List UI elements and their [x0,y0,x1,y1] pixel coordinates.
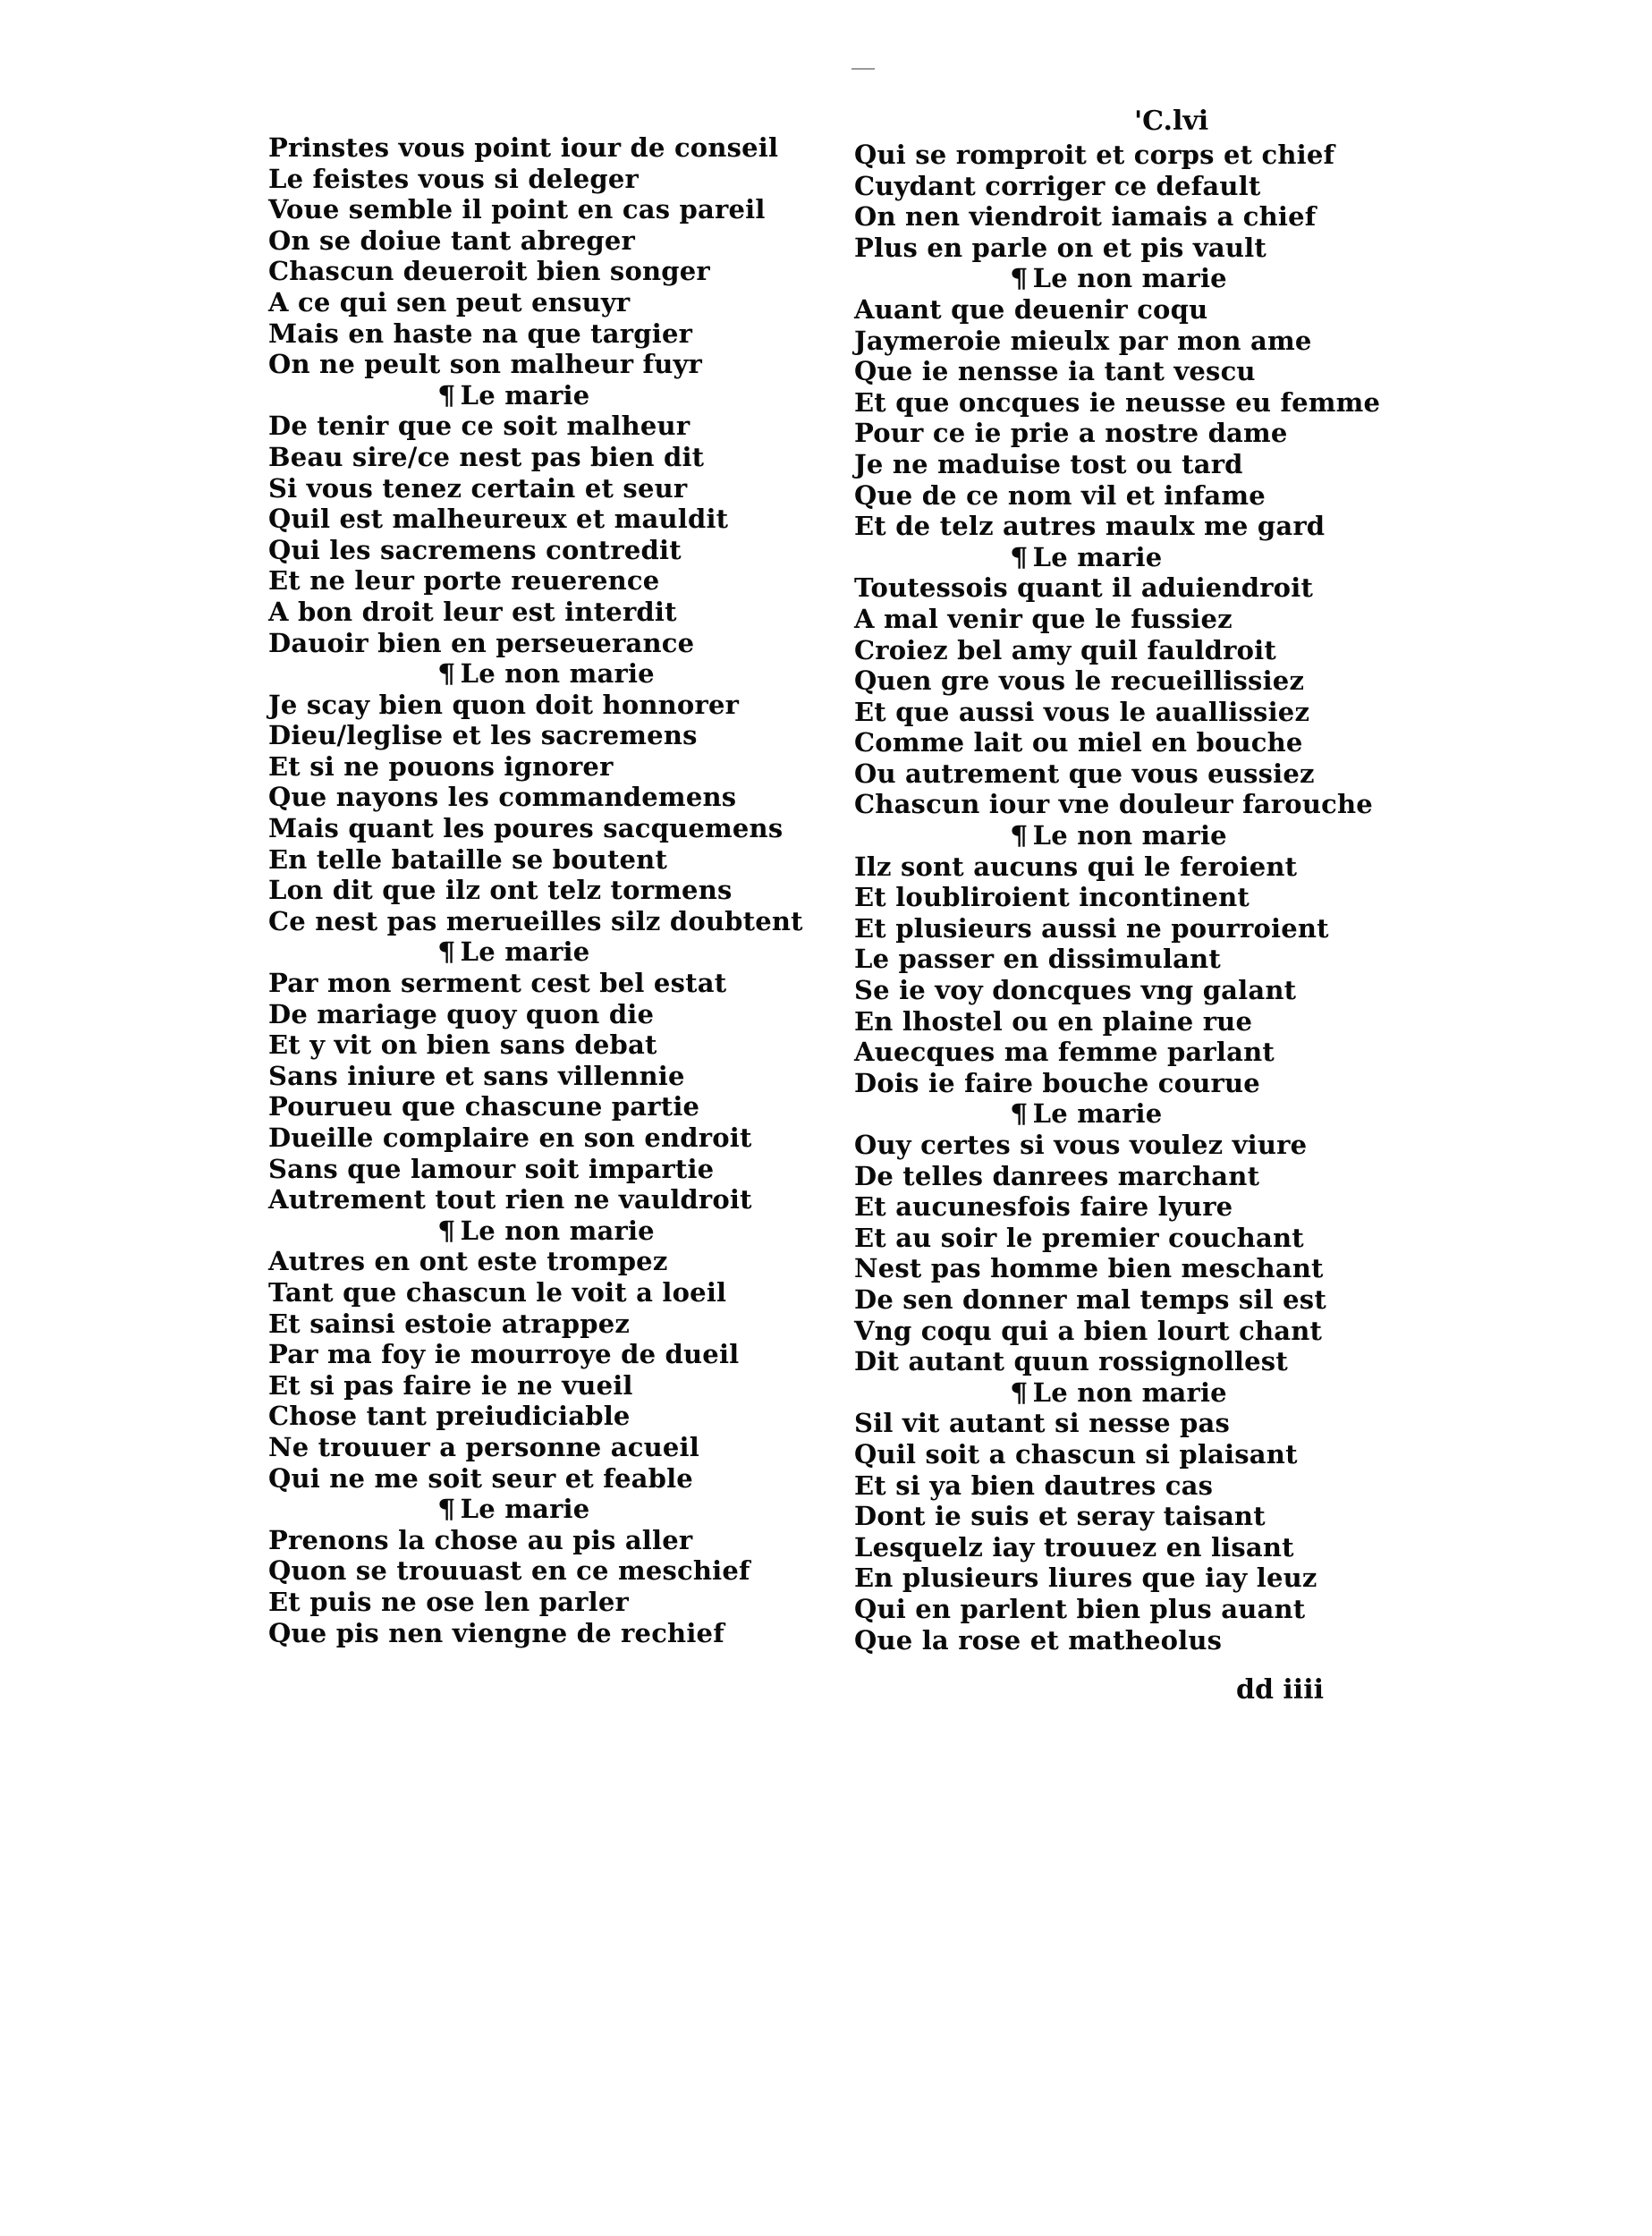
pilcrow-icon: ¶ [437,936,456,968]
pilcrow-icon: ¶ [437,1494,456,1525]
verse-line: Que ie nensse ia tant vescu [854,356,1256,387]
verse-line: Comme lait ou miel en bouche [854,727,1303,758]
verse-line: Quil est malheureux et mauldit [268,504,729,535]
speaker-heading [268,936,823,968]
verse-line: Quil soit a chascun si plaisant [854,1438,1298,1469]
verse-line: Auant que deuenir coqu [854,293,1208,325]
verse-line: Quen gre vous le recueillissiez [854,665,1305,697]
speaker-heading [268,1215,823,1247]
verse-line: Qui en parlent bien plus auant [854,1593,1306,1624]
verse-line: Chascun iour vne douleur farouche [854,789,1373,820]
verse-line: Dont ie suis et seray taisant [854,1501,1266,1532]
right-column [854,140,1427,1656]
verse-line: Beau sire/ce nest pas bien dit [268,441,705,472]
verse-line: Et si ya bien dautres cas [854,1469,1214,1501]
verse-line: Prenons la chose au pis aller [268,1524,693,1555]
verse-line: Et y vit on bien sans debat [268,1029,657,1061]
verse-line: Que la rose et matheolus [854,1624,1223,1656]
verse-line: Autres en ont este trompez [268,1246,668,1277]
verse-line: A bon droit leur est interdit [268,596,677,627]
verse-line: Que pis nen viengne de rechief [268,1617,724,1648]
speaker-label: Le non marie [1032,820,1227,851]
verse-line: Croiez bel amy quil fauldroit [854,634,1276,665]
verse-line: Qui ne me soit seur et feable [268,1462,693,1494]
verse-line: Ou autrement que vous eussiez [854,758,1315,789]
verse-line: Et plusieurs aussi ne pourroient [854,912,1329,944]
pilcrow-icon: ¶ [437,658,456,690]
pilcrow-icon: ¶ [1010,820,1029,851]
speaker-label: Le marie [460,936,590,968]
verse-line: Le passer en dissimulant [854,944,1221,975]
speaker-label: Le non marie [1032,1376,1227,1408]
speaker-label: Le marie [1032,541,1163,572]
verse-line: Se ie voy doncques vng galant [854,975,1297,1006]
verse-line: Je ne maduise tost ou tard [854,448,1243,479]
verse-line: Ce nest pas merueilles silz doubtent [268,905,803,936]
verse-line: De telles danrees marchant [854,1160,1260,1191]
verse-line: Prinstes vous point iour de conseil [268,132,779,163]
verse-line: Et ne leur porte reuerence [268,565,660,597]
verse-line: Dois ie faire bouche courue [854,1067,1260,1098]
folio-number: 'C.lvi [1134,106,1209,137]
speaker-label: Le non marie [460,1215,655,1246]
speaker-heading [268,380,823,411]
speaker-label: Le marie [1032,1098,1163,1130]
verse-line: En plusieurs liures que iay leuz [854,1563,1317,1594]
verse-line: Je scay bien quon doit honnorer [268,689,740,720]
verse-line: Et que oncques ie neusse eu femme [854,386,1381,418]
verse-line: Tant que chascun le voit a loeil [268,1276,727,1308]
pilcrow-icon: ¶ [1010,1376,1029,1408]
verse-line: Mais quant les poures sacquemens [268,813,784,844]
verse-line: Mais en haste na que targier [268,318,693,349]
verse-line: Et si pas faire ie ne vueil [268,1369,633,1401]
verse-line: Dit autant quun rossignollest [854,1346,1288,1377]
verse-line: Lon dit que ilz ont telz tormens [268,875,733,906]
verse-line: Ouy certes si vous voulez viure [854,1130,1308,1160]
speaker-heading [854,542,1427,573]
left-column [268,132,823,1648]
speaker-label: Le non marie [460,658,655,690]
verse-line: Par ma foy ie mourroye de dueil [268,1339,740,1370]
speaker-heading [854,1098,1427,1130]
verse-line: Dueille complaire en son endroit [268,1122,752,1153]
verse-line: Ne trouuer a personne acueil [268,1431,699,1462]
verse-line: Et de telz autres maulx me gard [854,511,1326,542]
verse-line: Et aucunesfois faire lyure [854,1191,1233,1223]
verse-line: Autrement tout rien ne vauldroit [268,1184,752,1215]
verse-line: On ne peult son malheur fuyr [268,349,703,380]
verse-line: Vng coqu qui a bien lourt chant [854,1315,1323,1346]
speaker-heading [268,1494,823,1525]
speaker-label: Le marie [460,379,590,411]
pilcrow-icon: ¶ [1010,1098,1029,1130]
verse-line: Auecques ma femme parlant [854,1037,1275,1068]
verse-line: Sans que lamour soit impartie [268,1153,715,1184]
verse-line: Et loubliroient incontinent [854,882,1250,913]
verse-line: Que de ce nom vil et infame [854,479,1266,511]
verse-line: Voue semble il point en cas pareil [268,194,766,225]
pilcrow-icon: ¶ [437,1215,456,1246]
speaker-heading [854,1377,1427,1409]
verse-line: A mal venir que le fussiez [854,603,1233,634]
verse-line: Si vous tenez certain et seur [268,472,688,504]
verse-line: Qui se romproit et corps et chief [854,140,1335,170]
speaker-heading [854,263,1427,294]
verse-line: En lhostel ou en plaine rue [854,1005,1253,1037]
verse-line: De tenir que ce soit malheur [268,411,690,442]
verse-line: Cuydant corriger ce default [854,170,1261,201]
verse-line: Plus en parle on et pis vault [854,232,1267,263]
verse-line: Pour ce ie prie a nostre dame [854,418,1288,449]
speaker-label: Le marie [460,1494,590,1525]
speaker-heading [268,658,823,690]
pilcrow-icon: ¶ [1010,263,1029,294]
verse-line: Et si ne pouons ignorer [268,750,614,782]
verse-line: Chascun deueroit bien songer [268,256,710,287]
verse-line: Jaymeroie mieulx par mon ame [854,325,1312,356]
verse-line: Et que aussi vous le auallissiez [854,696,1310,727]
verse-line: Que nayons les commandemens [268,782,737,813]
verse-line: En telle bataille se boutent [268,843,668,875]
page-mark [851,68,875,70]
verse-line: Lesquelz iay trouuez en lisant [854,1531,1294,1563]
verse-line: Toutessois quant il aduiendroit [854,572,1314,604]
verse-line: Par mon serment cest bel estat [268,968,727,999]
verse-line: A ce qui sen peut ensuyr [268,286,631,318]
verse-line: Et sainsi estoie atrappez [268,1308,631,1339]
verse-line: Chose tant preiudiciable [268,1401,631,1432]
verse-line: Quon se trouuast en ce meschief [268,1555,750,1587]
verse-line: On nen viendroit iamais a chief [854,201,1317,233]
verse-line: Sans iniure et sans villennie [268,1060,685,1091]
verse-line: Ilz sont aucuns qui le feroient [854,851,1298,882]
verse-line: Et au soir le premier couchant [854,1222,1304,1253]
verse-line: Et puis ne ose len parler [268,1586,629,1617]
verse-line: Dauoir bien en perseuerance [268,627,695,658]
speaker-label: Le non marie [1032,263,1227,294]
pilcrow-icon: ¶ [1010,541,1029,572]
verse-line: De sen donner mal temps sil est [854,1283,1326,1315]
verse-line: Pourueu que chascune partie [268,1091,700,1122]
verse-line: Sil vit autant si nesse pas [854,1408,1231,1439]
verse-line: Qui les sacremens contredit [268,534,682,565]
speaker-heading [854,820,1427,851]
pilcrow-icon: ¶ [437,379,456,411]
verse-line: Le feistes vous si deleger [268,163,640,194]
verse-line: On se doiue tant abreger [268,224,635,256]
verse-line: De mariage quoy quon die [268,998,655,1029]
signature-mark: dd iiii [1236,1674,1324,1706]
verse-line: Nest pas homme bien meschant [854,1253,1324,1284]
verse-line: Dieu/leglise et les sacremens [268,720,698,751]
